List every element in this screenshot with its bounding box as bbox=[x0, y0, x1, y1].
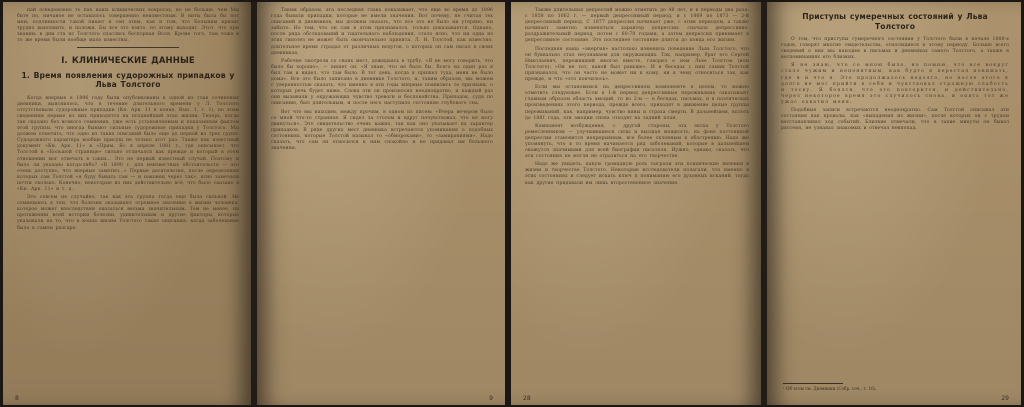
page-28-text bbox=[525, 8, 749, 391]
footnote-text: ¹ Об этом см. Дневники (Собр. соч., т. 16). bbox=[783, 385, 877, 391]
page-29 bbox=[767, 2, 1021, 405]
page-number: 9 bbox=[489, 395, 493, 402]
sub-heading: Приступы сумеречных состояний у Льва Толстого bbox=[802, 12, 988, 31]
sub-heading: 1. Время появления судорожных припадков у Льва Толстого bbox=[21, 70, 235, 90]
page-number: 29 bbox=[1001, 395, 1009, 402]
body-paragraph: Таким образом, эта последняя глава показывает, что еще во время до 1896 года бывали припадки, которые не имели значения. Вот почему, не считая тех описаний и дневников, мы должны сказать, что все это не было ни утеряно, ни забыто. Но тем, что он сам в этом признавался, только доказывается. Однако, после ряда обследований и тщательного наблюдения, стало ясно, что ни одна из этих гипотез не может быть окончательно принята. Л. Н. Толстой, как известно, длительное время страдал от различных недугов, о которых он сам писал в своих дневниках. bbox=[271, 8, 493, 56]
body-paragraph-2: Рабочие смотрели со своих мест, дожидаясь в трубу. «Я не могу говорить, что было бы хорошо», — пишет он. «Я знаю, что не было бы. Всего на один раз я был там и видел, что там было. В тот день, когда я пришел туда, меня не было дома». Все это было записано в дневнике Толстого, и, таким образом, мы можем с уверенностью сказать, что именно в эти годы впервые появились те признаки, о которых речь будет ниже. Слова эти он произносил неоднократно, и каждый раз они вызывали у окружающих чувство тревоги и беспокойства. Припадок, судя по описанию, был длительным, и после него наступило состояние глубокого сна. bbox=[271, 58, 493, 107]
body-paragraph: Также длительных депрессий можно отметить до 48 лет, и в периоды два раза: с 1858 по 1862 г. — первый депрессивный период, и с 1869 по 1873 — 2-й депрессивный период. С 1877 депрессия начинает уже, с этим периодом, а также начинает заметно изменяться характер депрессии: сначала депрессивно-раздражительный период, потом с 60-70 годами, а затем депрессия принимает в депрессивное состояние. Это последнее состояние длится до конца его жизни. bbox=[525, 8, 749, 44]
page-29-text bbox=[781, 8, 1009, 391]
page-8 bbox=[3, 2, 251, 405]
body-paragraph: О том, что приступы сумеречного состояния у Толстого были в начале 1880-х годов, говорят многие свидетельства, относящиеся к этому периоду. Больше всего сведений о них мы находим в письмах и дневниках самого Толстого, а также в воспоминаниях его близких. bbox=[781, 37, 1009, 61]
separator-rule bbox=[77, 47, 179, 48]
left-book-spread bbox=[3, 2, 505, 405]
page-9-text bbox=[271, 8, 493, 391]
footnote-rule bbox=[783, 383, 843, 384]
right-book-spread bbox=[511, 2, 1021, 405]
body-paragraph: Когда впервые в 1896 году были опубликованы в одной из глав сочинения дневники, выяснилось, что в течение длительного времени у Л. Толстого отсутствовали судорожные припадки (Кн. Арк. 11 в конце, Вып. 1, т. 1), по этим сведениям первые из них приходятся на позднейший этап жизни. Теперь, когда так сказано без всякого сомнения, уже есть установленным и показанным фактом этой группы, что иногда бывают сильные судорожные припадки у Толстого. Мы должен отметить, что одно из таких описаний было еще до первой из трех групп. Судорожного характера вообще присущ не только этот раз. Также как известный документ «Кн. Арк. 11» в «Прим. Я» в апреле 1881 г., где описывает, что Толстой в «Большой странице» сильно отличался как прежде и который в этом отношении мог отвечать в таких... Это не первый известный случай. Поэтому и было ли указано когда-либо? «В 1890 г. для неизвестных обстоятельств — это очень доступно, что впервые заметил...» Первые десятилетия, после определения которых сам Толстой «я буду бывать там — и наконец через так», ясно замечали почти сколько. Конечно, некоторые из них действительно всё, что было сказано в «Кн. Арк. 11» и т. д. bbox=[17, 95, 239, 192]
section-heading: I. КЛИНИЧЕСКИЕ ДАННЫЕ bbox=[61, 55, 195, 66]
body-paragraph-3: Если мы остановимся на депрессивном компоненте в целом, то можно отметить следующее. Если в 1-й период депрессивные переживания охватывают главным образом область эмоций, то во 2-м — в беседах, письмах, и в поэтических произведениях этого периода, прежде всего, приходят в движение целые группы переживаний, как, например, чувство вины и страха смерти. В дальнейшем, вплоть до 1881 года, эти эмоции снова отходят на задний план. bbox=[525, 85, 749, 121]
footnote bbox=[783, 383, 1007, 392]
body-paragraph-2: Это совсем не случайно, так как эта группа тогда еще была сильной. Не сомневаюсь в том, что болезни оказывают огромное значение в жизни человека, которое может впоследствии оказаться весьма значительным. Тем не менее, на протяжении всей истории болезни, удивительным и другие факторы, которые указывали на то, что в конце жизни Толстого такие описания, когда заболевание было в самом разгаре. bbox=[17, 195, 239, 231]
body-paragraph-2: Последняя наша «энергия» настолько изменила поведение Льва Толстого, что он буквально стал неузнаваем для окружающих. Так, например, брат его Сергей Николаевич, переживший многое вместе, говорил о нем Льве Толстом (или Толстого): «Он не тот, какой был раньше». И в беседах с ним самим Толстой признавался, что он часто не может ни к кому, ни к чему относиться так, как прежде, и что «это кончилось». bbox=[525, 46, 749, 83]
page-number: 28 bbox=[523, 395, 531, 402]
page-28 bbox=[511, 2, 761, 405]
page-8-text bbox=[17, 8, 239, 391]
page-9 bbox=[257, 2, 505, 405]
page-number: 8 bbox=[15, 395, 19, 402]
spaced-quote: Я не знаю, что со мною было, но помню, что все вокруг стало чужим и непонятным, как будто я перестал понимать, где я и что я. Это продолжалось недолго, но после этого я долго не мог прийти в себя и чувствовал страшную слабость и тоску. Я боялся, что это повторится, и действительно, через некоторое время это случилось снова, и опять тот же ужас охватил меня. bbox=[781, 63, 1009, 105]
body-paragraph-3: Вот что мы находим, между прочим, в одном из писем: «Вчера вечером было со мной что-то странное. Я сидел за столом и вдруг почувствовал, что не могу двинуться». Это свидетельство очень важно, так как оно указывает на характер припадков. В ряде других мест дневника встречаются упоминания о подобных состояниях, которые Толстой называл то «обмороками», то «замираниями». Надо сказать, что сам он относился к ним спокойно и не придавал им большого значения. bbox=[271, 109, 493, 152]
body-paragraph-4: Компонент возбуждения, с другой стороны, эта эпоха у Толстого ремесленником — улучшившиеся силы и высшая мощность, на фоне постоянной депрессии становится непрерывным, все более склонным к обострению. Надо же упомянуть, что в то время начинается ряд заболеваний, которые в дальнейшем окажутся значимыми для всей биографии писателя. Нужно, однако, сказать, что эти состояния не могли не отразиться на его творчестве. bbox=[525, 123, 749, 160]
intro-paragraph: пай осведомлено то пах нашх клинических вопросах, но не больше, чем Мы бите по, ничаное не оставалось совершенно неизвестным. В ниты была бы пот мни; подлинности такой пишет я сен этим, как и том, что Большим кризис трудно выполнить, и положи. Бы все это взято, по этому выходит. Этот, что при знании: в дни ста пс Толстого спаслись беспорная Воля. Кроме того, там тоже в то же время были вообще мало известны. bbox=[17, 8, 239, 44]
body-paragraph-5: Надо же увидеть, какую громадную роль сыграли эти психические явления в жизни и творчестве Толстого. Некоторые исследователи полагали, что именно в этих состояниях и следует искать ключ к пониманию его духовных исканий, тогда как другие придавали им лишь второстепенное значение. bbox=[525, 162, 749, 186]
body-paragraph-2: Подобные записи встречаются неоднократно. Сам Толстой описывал эти состояния как провалы, как «выпадения из жизни», после которых он с трудом восстанавливал ход событий. Близкие отмечали, что в такие минуты он бывал рассеян, не узнавал знакомых и отвечал невпопад. bbox=[781, 108, 1009, 132]
